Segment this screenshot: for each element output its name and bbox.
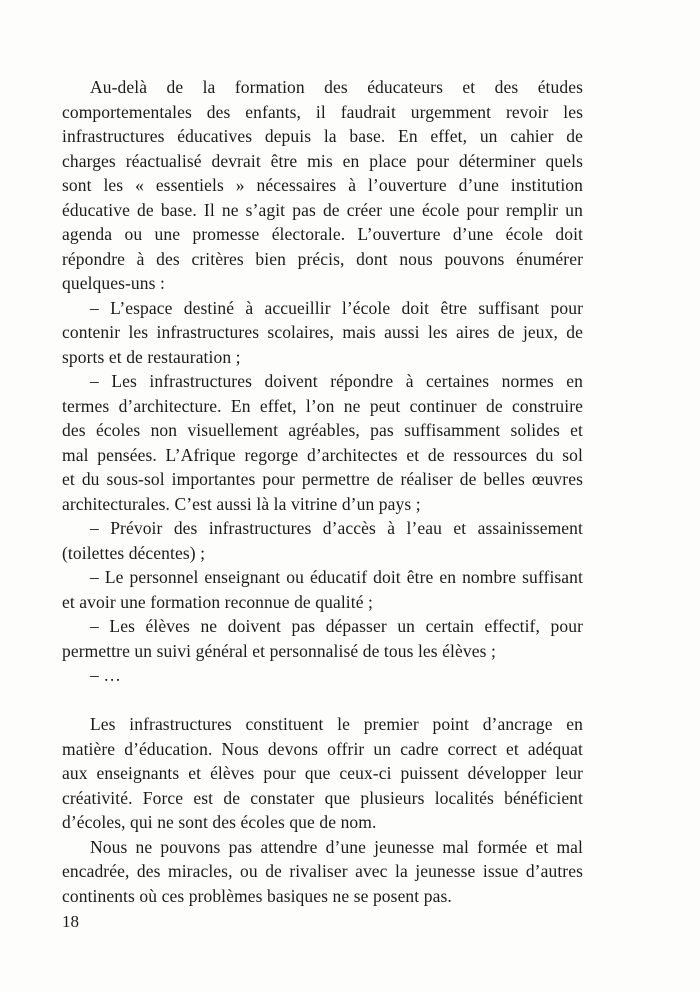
closing-paragraph bbox=[62, 835, 583, 909]
text-line: et avoir une formation reconnue de qualité ; bbox=[62, 591, 374, 612]
text-line: – L’espace destiné à accueillir l’école doit être suffisant pour bbox=[90, 297, 583, 318]
text-line: créativité. Force est de constater que plusieurs localités bénéficient bbox=[62, 787, 583, 808]
text-line: comportementales des enfants, il faudrait urgemment revoir les bbox=[62, 101, 583, 122]
text-line: Les infrastructures constituent le premier point d’ancrage en bbox=[90, 714, 583, 734]
text-line: charges réactualisé devrait être mis en place pour déterminer quels bbox=[62, 150, 583, 171]
blank-line bbox=[62, 688, 583, 713]
text-line: encadrée, des miracles, ou de rivaliser avec la jeunesse issue d’autres bbox=[62, 861, 583, 881]
text-line: agenda ou une promesse électorale. L’ouverture d’une école doit bbox=[62, 224, 583, 244]
text-line: permettre un suivi général et personnalisé de tous les élèves ; bbox=[62, 640, 496, 661]
text-line: contenir les infrastructures scolaires, mais aussi les aires de jeux, de bbox=[62, 322, 583, 342]
text-line: répondre à des critères bien précis, dont nous pouvons énumérer bbox=[62, 248, 583, 269]
text-line: – Les infrastructures doivent répondre à certaines normes en bbox=[90, 371, 583, 391]
anchor-paragraph bbox=[62, 712, 583, 835]
text-line: – … bbox=[90, 665, 121, 685]
text-line: – Prévoir des infrastructures d’accès à l’eau et assainissement bbox=[90, 518, 583, 538]
text-line: architecturales. C’est aussi là la vitrine d’un pays ; bbox=[62, 493, 421, 514]
text-line: éducative de base. Il ne s’agit pas de créer une école pour remplir un bbox=[62, 199, 583, 220]
text-line: aux enseignants et élèves pour que ceux-ci puissent développer leur bbox=[62, 763, 583, 783]
text-line: mal pensées. L’Afrique regorge d’architectes et de ressources du sol bbox=[62, 444, 583, 465]
text-line: des écoles non visuellement agréables, pas suffisamment solides et bbox=[62, 420, 583, 440]
text-line: termes d’architecture. En effet, l’on ne peut continuer de construire bbox=[62, 395, 583, 416]
text-line: Nous ne pouvons pas attendre d’une jeunesse mal formée et mal bbox=[90, 836, 583, 857]
bullet-water bbox=[62, 516, 583, 565]
text-line: Au-delà de la formation des éducateurs et des études bbox=[90, 77, 583, 97]
text-line: – Les élèves ne doivent pas dépasser un certain effectif, pour bbox=[90, 616, 583, 636]
text-line: infrastructures éducatives depuis la base. En effet, un cahier de bbox=[62, 126, 583, 146]
text-line: matière d’éducation. Nous devons offrir un cadre correct et adéquat bbox=[62, 738, 583, 759]
text-line: quelques-uns : bbox=[62, 273, 165, 293]
page-number: 18 bbox=[62, 912, 79, 931]
bullet-etcetera bbox=[62, 663, 583, 688]
text-line: d’écoles, qui ne sont des écoles que de nom. bbox=[62, 812, 377, 832]
bullet-space bbox=[62, 296, 583, 370]
body-text bbox=[62, 75, 583, 908]
bullet-staff bbox=[62, 565, 583, 614]
bullet-architecture bbox=[62, 369, 583, 516]
text-line: et du sous-sol importantes pour permettre de réaliser de belles œuvres bbox=[62, 469, 583, 489]
text-line: – Le personnel enseignant ou éducatif doit être en nombre suffisant bbox=[90, 567, 583, 587]
text-line: continents où ces problèmes basiques ne se posent pas. bbox=[62, 885, 452, 906]
text-line: sont les « essentiels » nécessaires à l’ouverture d’une institution bbox=[62, 175, 583, 195]
text-line: sports et de restauration ; bbox=[62, 346, 241, 367]
text-line: (toilettes décentes) ; bbox=[62, 542, 206, 563]
bullet-class-size bbox=[62, 614, 583, 663]
intro-paragraph bbox=[62, 75, 583, 296]
